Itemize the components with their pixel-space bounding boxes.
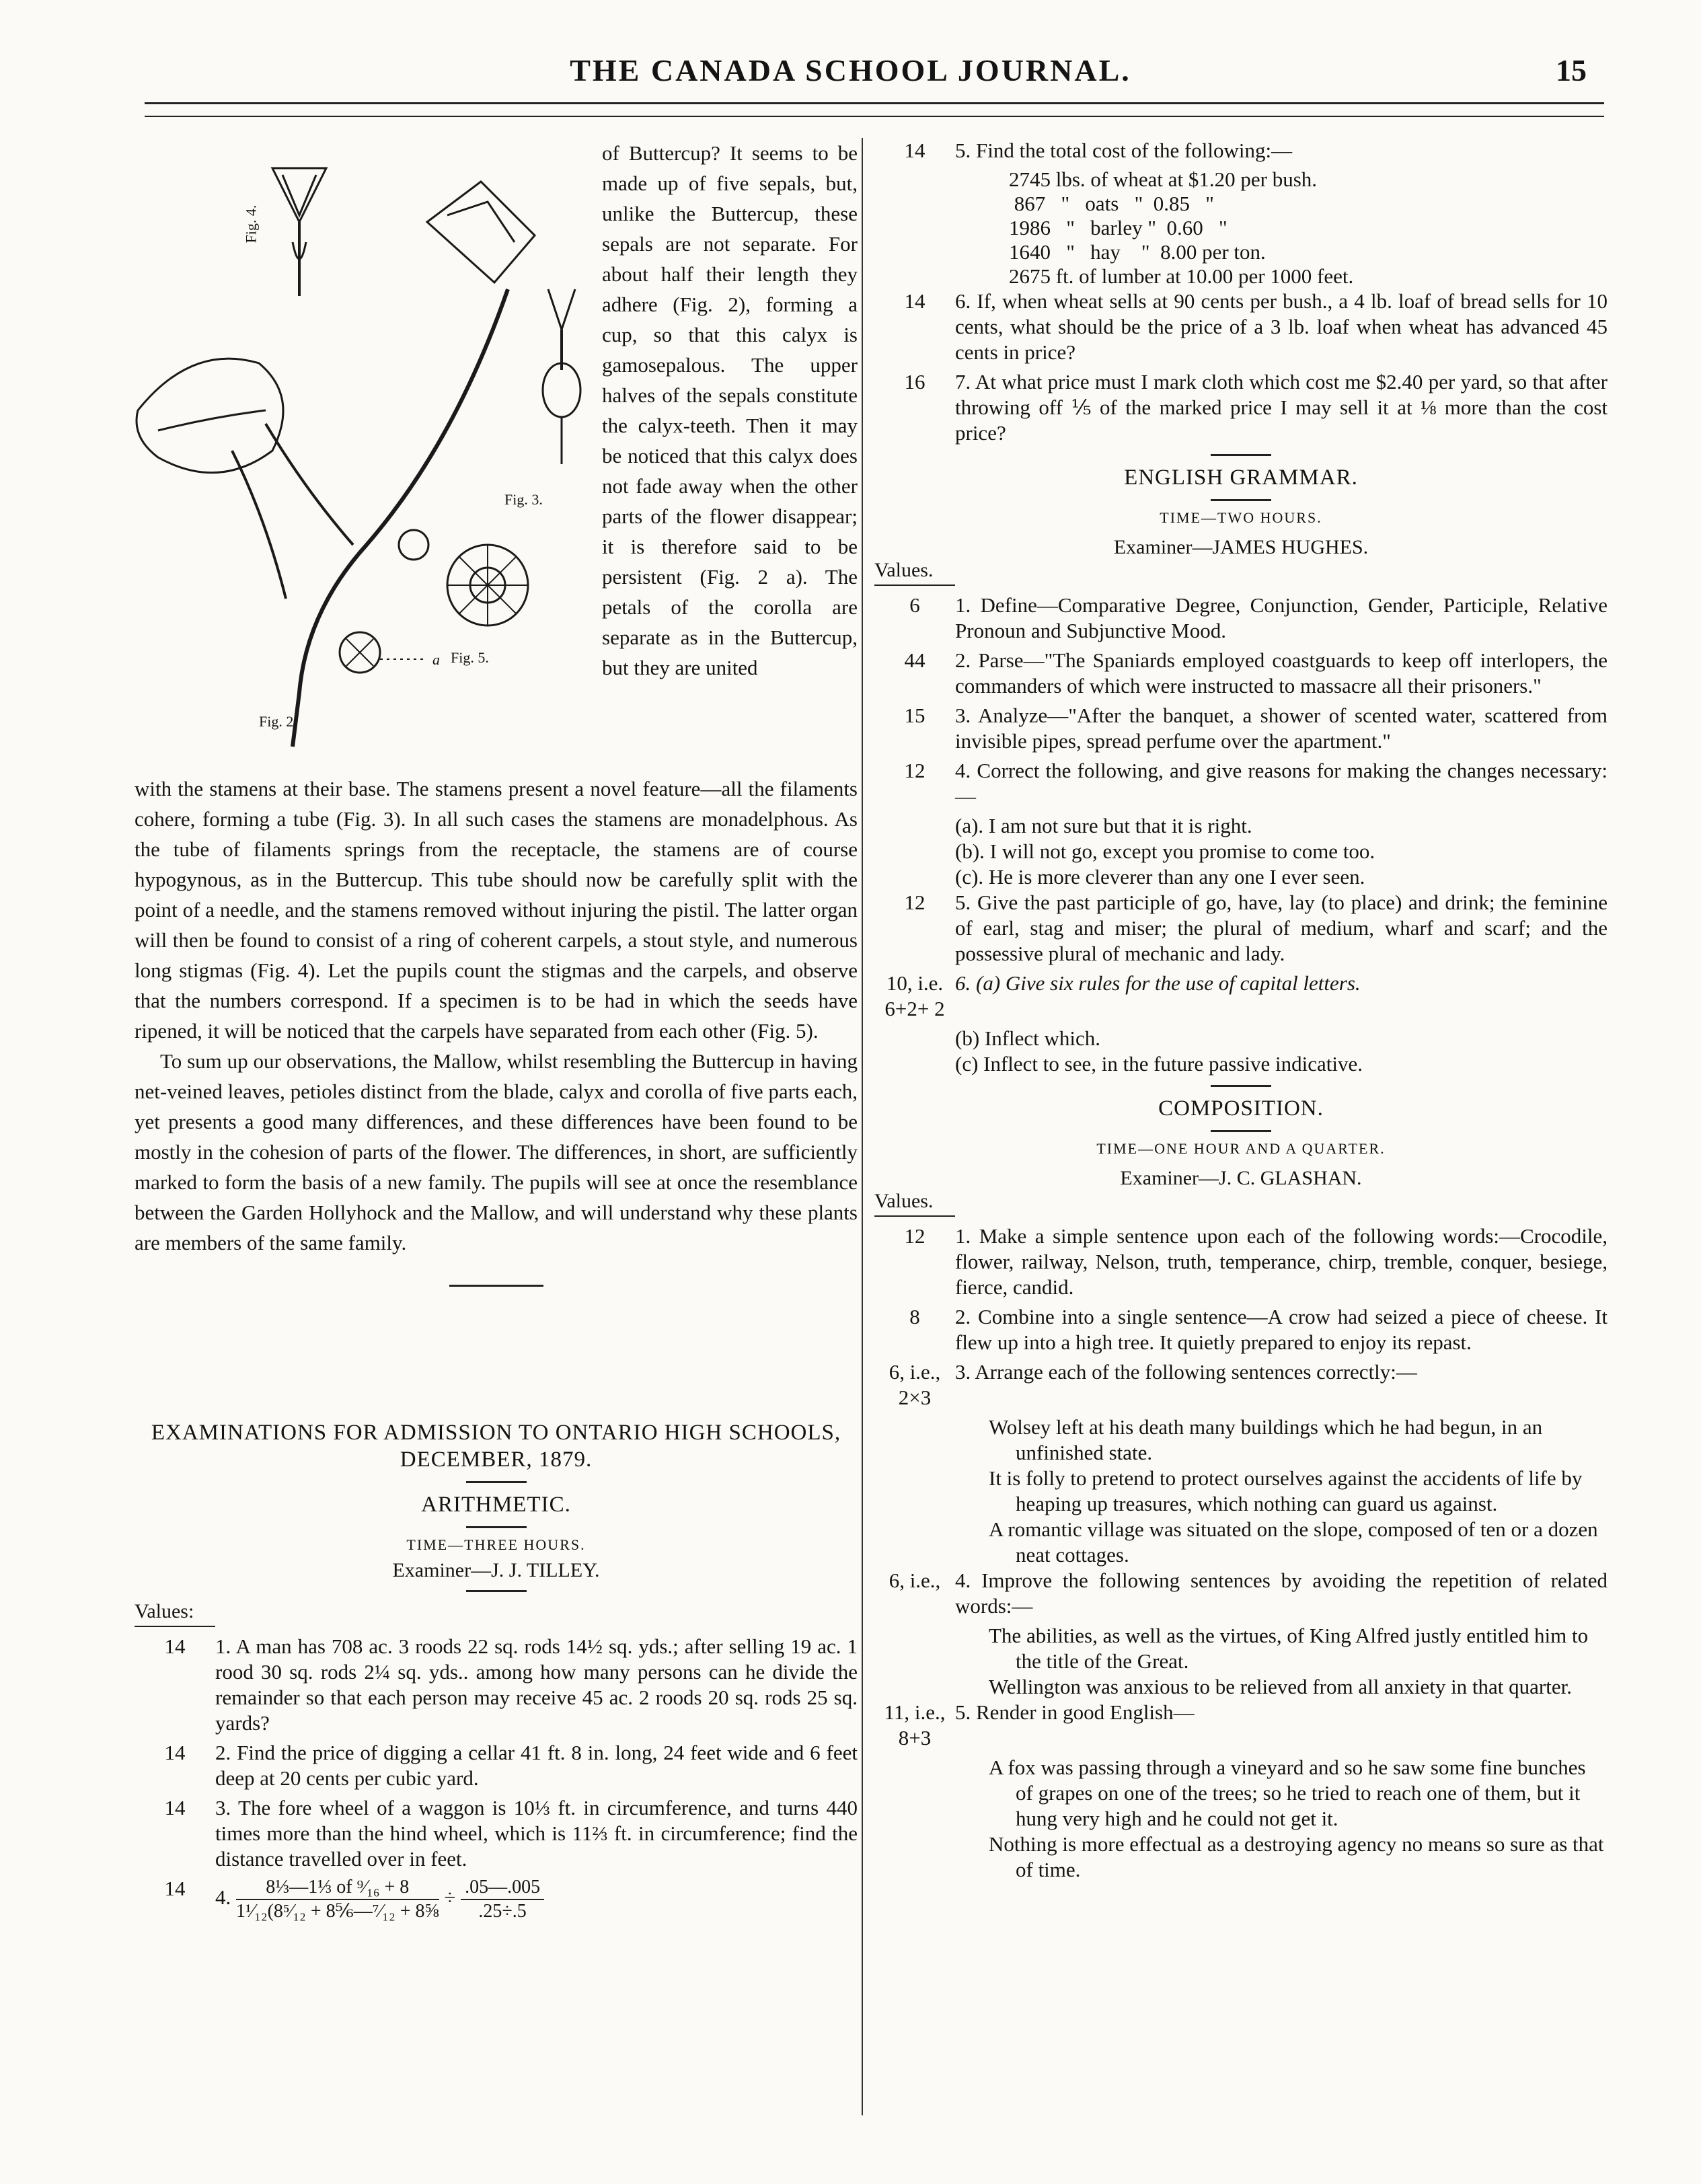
grammar-q4 [874, 758, 1608, 809]
q6-item: (c) Inflect to see, in the future passive indicative. [955, 1052, 1363, 1076]
grammar-q6 [874, 971, 1608, 1022]
fig4-label: Fig. 4. [242, 204, 260, 243]
q4-item: (c). He is more cleverer than any one I ever seen. [955, 865, 1365, 889]
botany-body [135, 774, 858, 1295]
arithmetic-time: TIME—THREE HOURS. [406, 1536, 586, 1553]
botany-paragraph-2: To sum up our observations, the Mallow, whilst resembling the Buttercup in having net-veined leaves, petioles distinct from the blade, calyx and corolla of five parts each, yet presents a good many differences, and these differences have been found to be mostly in the cohesion of parts of the flower. The differences, in short, are sufficiently marked to form the basis of a new family. The pupils will see at once the resemblance between the Garden Hollyhock and the Mallow, and will understand why these plants are members of the same family. [135, 1049, 858, 1254]
value: 14 [164, 1877, 186, 1900]
question-text: 4. Improve the following sentences by avoiding the repetition of related words:— [955, 1569, 1608, 1618]
botany-paragraph-1: with the stamens at their base. The stamens present a novel feature—all the filaments cohere, forming a tube (Fig. 3). In all such cases the stamens are monadelphous. As the tube of filaments springs from the receptacle, the stamens are of course hypogynous, as in the Buttercup. This tube should now be carefully split with the point of a needle, and the stamens removed without injuring the pistil. The latter organ will then be found to consist of a ring of coherent carpels, a stout style, and numerous long stigmas (Fig. 4). Let the pupils count the stigmas and the carpels, and observe that the numbers correspond. If a specimen is to be had in which the seeds have ripened, it will be noticed that the carpels have separated from each other (Fig. 5). [135, 777, 858, 1043]
mallow-drawing [131, 141, 602, 760]
rule [1211, 1130, 1271, 1132]
values-rule [874, 1215, 955, 1217]
values-rule [135, 1626, 215, 1627]
division-sign: ÷ [444, 1885, 456, 1910]
question-text: 6. If, when wheat sells at 90 cents per bush., a 4 lb. loaf of bread sells for 10 cents, what should be the price of a 3 lb. loaf when wheat has advanced 45 cents in price? [955, 289, 1608, 364]
grammar-time: TIME—TWO HOURS. [1160, 509, 1322, 526]
grammar-q1 [874, 593, 1608, 644]
question-text: 2. Find the price of digging a cellar 41 ft. 8 in. long, 24 feet wide and 6 feet deep at 20 cents per cubic yard. [215, 1741, 858, 1790]
q4-item: (a). I am not sure but that it is right. [955, 814, 1252, 837]
grammar-q3 [874, 703, 1608, 754]
question-text: 5. Give the past participle of go, have, lay (to place) and drink; the feminine of earl, stag and miser; the plural of medium, wharf and scarf; and the possessive plural of mechanic and lady. [955, 891, 1608, 965]
value: 14 [164, 1634, 186, 1658]
fraction-1-numerator: 8⅓—1⅓ of ⁹⁄₁₆ + 8 [236, 1876, 439, 1900]
comp-q1 [874, 1223, 1608, 1300]
value: 10, i.e. 6+2+ 2 [884, 971, 945, 1020]
fraction-2-numerator: .05—.005 [461, 1876, 544, 1900]
arith-q1 [135, 1634, 858, 1736]
value: 14 [164, 1796, 186, 1819]
value: 12 [904, 891, 925, 914]
composition-time: TIME—ONE HOUR AND A QUARTER. [1096, 1140, 1386, 1157]
page-number: 15 [1556, 53, 1587, 87]
grammar-examiner: Examiner—JAMES HUGHES. [1113, 536, 1369, 558]
question-text: 3. The fore wheel of a waggon is 10⅓ ft. in circumference, and turns 440 times more than the hind wheel, which is 11⅔ ft. in circumference; find the distance travelled over in feet. [215, 1796, 858, 1871]
question-text: 6. (a) Give six rules for the use of capital letters. [955, 971, 1361, 995]
q5-line: 2745 lbs. of wheat at $1.20 per bush. [1009, 167, 1318, 191]
bud [399, 530, 428, 560]
arith-q2 [135, 1740, 858, 1791]
value: 6, i.e., 2×3 [889, 1360, 941, 1409]
header-rule [145, 102, 1604, 104]
rule [1211, 499, 1271, 501]
value: 6 [909, 593, 920, 617]
question-text: 4. Correct the following, and give reasons for making the changes necessary:— [955, 759, 1608, 808]
value: 14 [164, 1741, 186, 1764]
rule [1211, 454, 1271, 456]
value: 12 [904, 1224, 925, 1248]
q5-line: 2675 ft. of lumber at 10.00 per 1000 feet. [1009, 264, 1354, 288]
arith-q4 [135, 1876, 858, 1923]
fig2-top-flower [427, 182, 535, 283]
q4-item: (b). I will not go, except you promise to come too. [955, 839, 1375, 863]
q3-item: A romantic village was situated on the slope, composed of ten or a dozen neat cottages. [989, 1517, 1598, 1567]
q4-item: The abilities, as well as the virtues, of King Alfred justly entitled him to the title of the Great. [989, 1624, 1589, 1673]
value: 12 [904, 759, 925, 782]
question-number: 4. [215, 1885, 231, 1910]
comp-q5 [874, 1700, 1608, 1751]
comp-q2 [874, 1304, 1608, 1355]
fig3-stamens [548, 289, 575, 330]
fraction-1 [236, 1876, 439, 1923]
leaf [137, 359, 283, 473]
arith-q3 [135, 1795, 858, 1872]
question-text: 1. Make a simple sentence upon each of the following words:—Crocodile, flower, railway, Nelson, truth, temperance, chirp, tremble, conquer, besiege, fierce, candid. [955, 1224, 1608, 1299]
arithmetic-heading: ARITHMETIC. [421, 1493, 571, 1517]
arith-q7 [874, 369, 1608, 446]
rule [466, 1481, 527, 1483]
q3-item: Wolsey left at his death many buildings which he had begun, in an unfinished state. [989, 1415, 1543, 1464]
fraction-1-denominator: 1¹⁄₁₂(8⁵⁄₁₂ + 8⅚—⁷⁄₁₂ + 8⅝ [236, 1901, 439, 1922]
question-text: 2. Combine into a single sentence—A crow had seized a piece of cheese. It flew up into a high tree. It quietly prepared to enjoy its repast. [955, 1305, 1608, 1354]
question-text: 1. Define—Comparative Degree, Conjunction, Gender, Participle, Relative Pronoun and Subjunctive Mood. [955, 593, 1608, 642]
exams-title: EXAMINATIONS FOR ADMISSION TO ONTARIO HIGH SCHOOLS, DECEMBER, 1879. [151, 1421, 841, 1472]
composition-examiner: Examiner—J. C. GLASHAN. [1120, 1167, 1362, 1189]
mallow-illustration [131, 141, 602, 760]
question-text: 7. At what price must I mark cloth which cost me $2.40 per yard, so that after throwing off ⅕ of the marked price I may sell it at ⅛ more than the cost price? [955, 370, 1608, 445]
header-rule-thin [145, 116, 1604, 117]
arithmetic-examiner: Examiner—J. J. TILLEY. [392, 1559, 600, 1581]
arith-q6 [874, 289, 1608, 365]
q3-item: It is folly to pretend to protect ourselves against the accidents of life by heaping up treasures, which nothing can guard us against. [989, 1466, 1583, 1515]
values-label: Values. [874, 559, 934, 581]
right-column [874, 138, 1608, 1883]
main-stem [293, 289, 508, 747]
value: 15 [904, 704, 925, 727]
section-rule [449, 1285, 543, 1287]
fraction-2 [461, 1876, 544, 1923]
value: 14 [904, 289, 925, 313]
q5-line: 867 " oats " 0.85 " [1009, 192, 1214, 215]
running-title: THE CANADA SCHOOL JOURNAL. [570, 53, 1131, 87]
composition-heading: COMPOSITION. [1158, 1096, 1324, 1121]
botany-float-text: of Buttercup? It seems to be made up of five sepals, but, unlike the Buttercup, these sepals are not separate. For about half their length they adhere (Fig. 2), forming a cup, so that this calyx is gamosepalous. The upper halves of the sepals constitute the calyx-teeth. Then it may be noticed that this calyx does not fade away when the other parts of the flower disappear; it is therefore said to be persistent (Fig. 2 a). The petals of the corolla are separate as in the Buttercup, but they are united [602, 141, 858, 679]
value: 11, i.e., 8+3 [884, 1700, 946, 1749]
fig3-label: Fig. 3. [504, 491, 543, 508]
q4-item: Wellington was anxious to be relieved from all anxiety in that quarter. [989, 1675, 1572, 1698]
q5-line: 1640 " hay " 8.00 per ton. [1009, 240, 1266, 264]
question-text: 2. Parse—"The Spaniards employed coastguards to keep off interlopers, the commanders of which were instructed to massacre all their prisoners." [955, 648, 1608, 698]
grammar-q2 [874, 648, 1608, 699]
fig2-label: Fig. 2. [259, 713, 297, 730]
question-text: 3. Arrange each of the following sentences correctly:— [955, 1360, 1417, 1384]
question-text: 3. Analyze—"After the banquet, a shower of scented water, scattered from invisible pipes, spread perfume over the apartment." [955, 704, 1608, 753]
grammar-heading: ENGLISH GRAMMAR. [1124, 465, 1358, 490]
exams-section [135, 1419, 858, 1927]
fig2a-label: a [432, 651, 440, 668]
values-label: Values: [135, 1600, 194, 1622]
values-label: Values. [874, 1190, 934, 1212]
arith-q5 [874, 138, 1608, 163]
values-rule [874, 585, 955, 586]
value: 8 [909, 1305, 920, 1328]
fraction-2-denominator: .25÷.5 [478, 1901, 527, 1922]
comp-q3 [874, 1359, 1608, 1410]
q6-item: (b) Inflect which. [955, 1026, 1101, 1050]
rule [466, 1590, 527, 1592]
q5-line: 1986 " barley " 0.60 " [1009, 216, 1227, 239]
value: 16 [904, 370, 925, 393]
comp-q4 [874, 1568, 1608, 1619]
q5-item: A fox was passing through a vineyard and so he saw some fine bunches of grapes on one of the trees; so he tried to reach one of them, but it hung very high and he could not get it. [989, 1756, 1586, 1830]
question-text: 5. Find the total cost of the following:— [955, 139, 1293, 162]
question-text: 5. Render in good English— [955, 1700, 1195, 1724]
value: 14 [904, 139, 925, 162]
question-text: 1. A man has 708 ac. 3 roods 22 sq. rods 14½ sq. yds.; after selling 19 ac. 1 rood 30 sq. rods 2¼ sq. yds.. among how many persons can he divide the remainder so that each person may receive 45 ac. 2 roods 20 sq. rods 25 sq. yards? [215, 1634, 858, 1735]
value: 6, i.e., [889, 1569, 941, 1592]
column-divider [862, 138, 863, 2115]
value: 44 [904, 648, 925, 672]
rule [466, 1526, 527, 1528]
grammar-q5 [874, 890, 1608, 967]
fig5-label: Fig. 5. [451, 649, 489, 666]
q5-item: Nothing is more effectual as a destroying agency no means so sure as that of time. [989, 1832, 1604, 1881]
rule [1211, 1085, 1271, 1087]
